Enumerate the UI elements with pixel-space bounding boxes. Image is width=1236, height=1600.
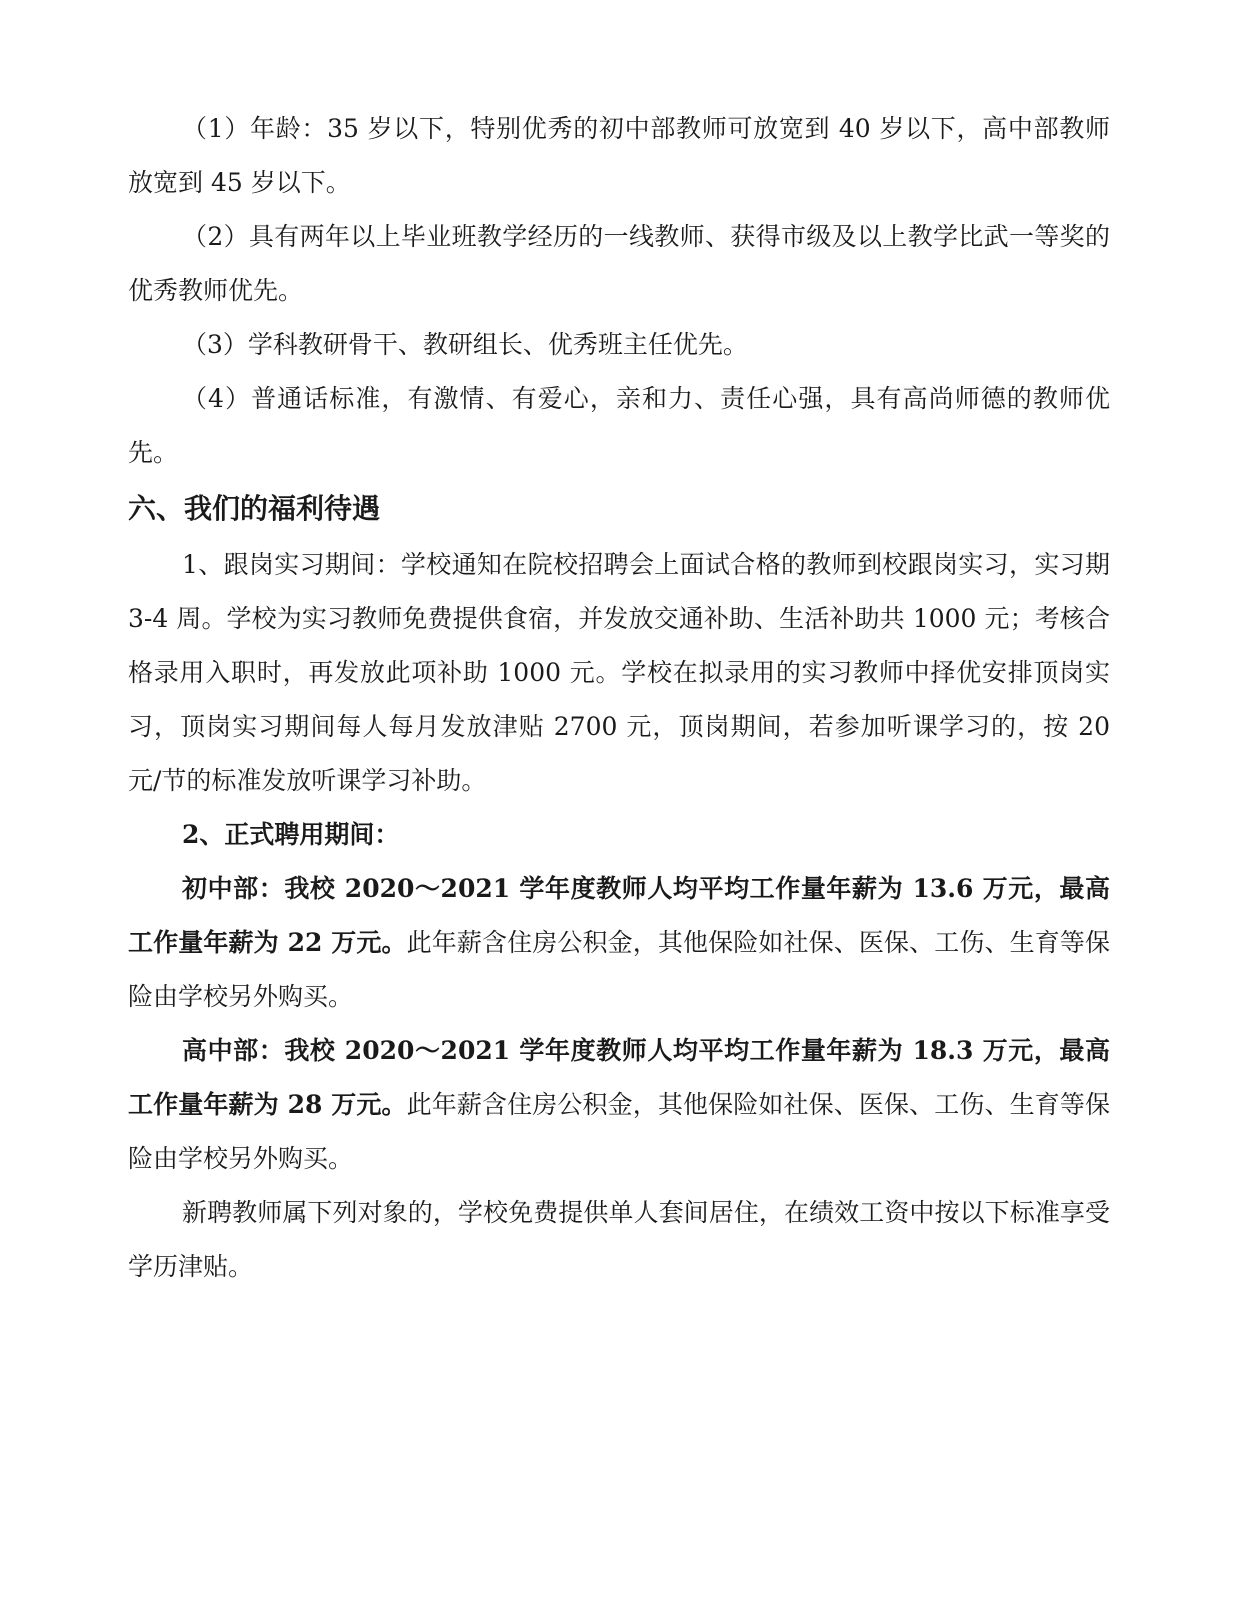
senior-salary-highlight: 高中部：我校 2020～2021 学年度教师人均平均工作量年薪为 18.3 万元，最高工作量年薪为 28 万元。 bbox=[128, 1036, 1110, 1119]
junior-salary-paragraph bbox=[128, 862, 1110, 1024]
section-title-benefits: 六、我们的福利待遇 bbox=[128, 492, 381, 525]
internship-paragraph: 1、跟岗实习期间：学校通知在院校招聘会上面试合格的教师到校跟岗实习，实习期 3-4 周。学校为实习教师免费提供食宿，并发放交通补助、生活补助共 1000 元；考核合格录用入职时，再发放此项补助 1000 元。学校在拟录用的实习教师中择优安排顶岗实习，顶岗实习期间每人每月发放津贴 2700 元，顶岗期间，若参加听课学习的，按 20 元/节的标准发放听课学习补助。 bbox=[128, 550, 1110, 795]
senior-salary-note: 此年薪含住房公积金，其他保险如社保、医保、工伤、生育等保险由学校另外购买。 bbox=[128, 1090, 1110, 1173]
junior-salary-highlight: 初中部：我校 2020～2021 学年度教师人均平均工作量年薪为 13.6 万元，最高工作量年薪为 22 万元。 bbox=[128, 874, 1110, 957]
senior-salary-paragraph bbox=[128, 1024, 1110, 1186]
junior-salary-note: 此年薪含住房公积金，其他保险如社保、医保、工伤、生育等保险由学校另外购买。 bbox=[128, 928, 1110, 1011]
requirement-backbone: （3）学科教研骨干、教研组长、优秀班主任优先。 bbox=[182, 330, 748, 359]
formal-employment-heading: 2、正式聘用期间： bbox=[182, 820, 400, 849]
requirement-experience: （2）具有两年以上毕业班教学经历的一线教师、获得市级及以上教学比武一等奖的优秀教师优先。 bbox=[128, 222, 1110, 305]
document-page bbox=[128, 102, 1110, 1294]
requirement-age: （1）年龄：35 岁以下，特别优秀的初中部教师可放宽到 40 岁以下，高中部教师放宽到 45 岁以下。 bbox=[128, 114, 1110, 197]
requirement-mandarin: （4）普通话标准，有激情、有爱心，亲和力、责任心强，具有高尚师德的教师优先。 bbox=[128, 384, 1110, 467]
new-hire-paragraph: 新聘教师属下列对象的，学校免费提供单人套间居住，在绩效工资中按以下标准享受学历津贴。 bbox=[128, 1198, 1110, 1281]
